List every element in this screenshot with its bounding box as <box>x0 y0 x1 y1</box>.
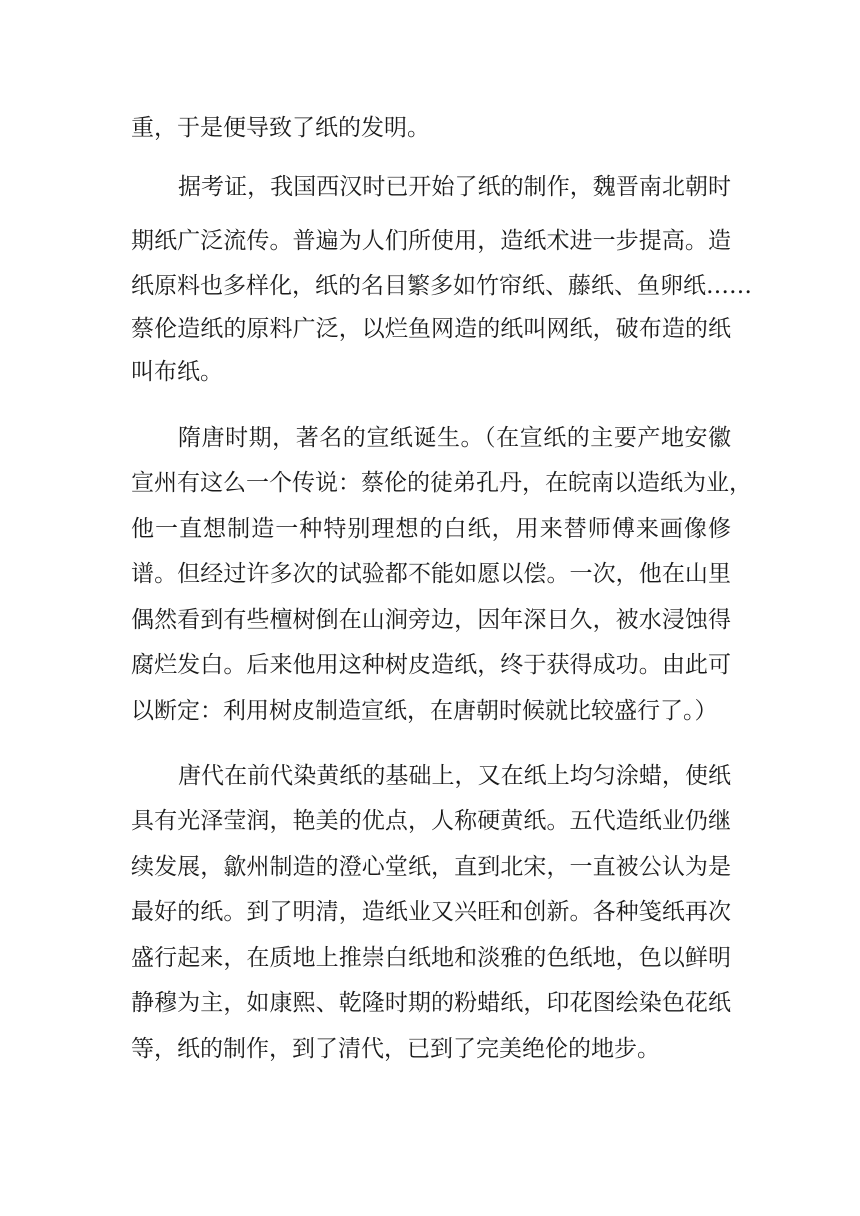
text-line: 谱。但经过许多次的试验都不能如愿以偿。一次，他在山里 <box>131 561 731 587</box>
text-line: 期纸广泛流传。普遍为人们所使用，造纸术进一步提高。造 <box>131 228 731 254</box>
text-line: 偶然看到有些檀树倒在山涧旁边，因年深日久，被水浸蚀得 <box>131 607 731 633</box>
text-line: 最好的纸。到了明清，造纸业又兴旺和创新。各种笺纸再次 <box>131 899 731 925</box>
text-line: 他一直想制造一种特别理想的白纸，用来替师傅来画像修 <box>131 516 731 542</box>
text-line: 据考证，我国西汉时已开始了纸的制作，魏晋南北朝时 <box>178 174 731 200</box>
text-line: 重，于是便导致了纸的发明。 <box>131 115 430 141</box>
text-line: 续发展，歙州制造的澄心堂纸，直到北宋，一直被公认为是 <box>131 854 731 880</box>
text-line: 宣州有这么一个传说：蔡伦的徒弟孔丹，在皖南以造纸为业， <box>131 470 752 496</box>
text-line: 以断定：利用树皮制造宣纸，在唐朝时候就比较盛行了。） <box>131 698 718 724</box>
text-line: 叫布纸。 <box>131 359 223 385</box>
text-line: 静穆为主，如康熙、乾隆时期的粉蜡纸，印花图绘染色花纸 <box>131 990 731 1016</box>
text-line: 唐代在前代染黄纸的基础上，又在纸上均匀涂蜡，使纸 <box>178 763 731 789</box>
text-line: 具有光泽莹润，艳美的优点，人称硬黄纸。五代造纸业仍继 <box>131 808 731 834</box>
text-line: 隋唐时期，著名的宣纸诞生。（在宣纸的主要产地安徽 <box>178 425 731 451</box>
text-line: 盛行起来，在质地上推崇白纸地和淡雅的色纸地，色以鲜明 <box>131 945 731 971</box>
text-line: 蔡伦造纸的原料广泛，以烂鱼网造的纸叫网纸，破布造的纸 <box>131 316 731 342</box>
text-line: 等，纸的制作，到了清代，已到了完美绝伦的地步。 <box>131 1036 660 1062</box>
text-line: 腐烂发白。后来他用这种树皮造纸，终于获得成功。由此可 <box>131 652 731 678</box>
text-line: 纸原料也多样化，纸的名目繁多如竹帘纸、藤纸、鱼卵纸…… <box>131 273 752 299</box>
